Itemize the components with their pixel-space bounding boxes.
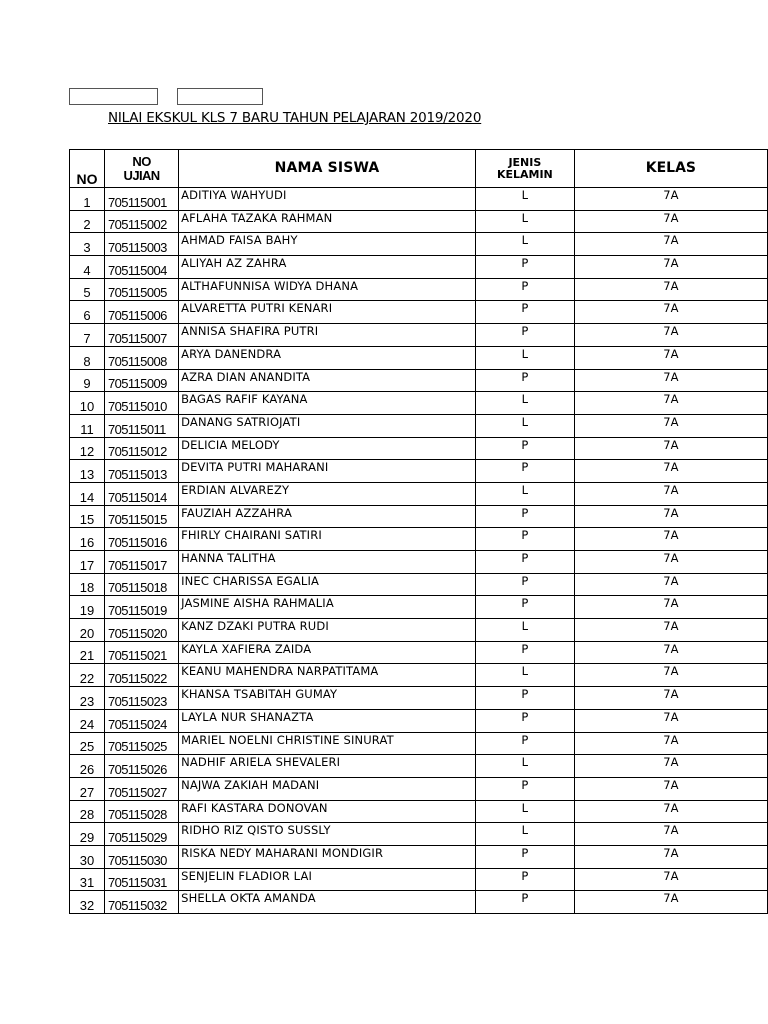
cell-no-ujian: 705115016 bbox=[105, 528, 179, 551]
cell-no-ujian: 705115013 bbox=[105, 460, 179, 483]
cell-no: 28 bbox=[70, 800, 105, 823]
cell-no: 2 bbox=[70, 210, 105, 233]
cell-no-ujian: 705115002 bbox=[105, 210, 179, 233]
cell-kelas: 7A bbox=[574, 188, 767, 211]
cell-no-ujian: 705115011 bbox=[105, 414, 179, 437]
cell-no: 24 bbox=[70, 709, 105, 732]
cell-no: 1 bbox=[70, 188, 105, 211]
cell-jenis-kelamin: P bbox=[475, 301, 574, 324]
cell-jenis-kelamin: P bbox=[475, 709, 574, 732]
cell-no: 6 bbox=[70, 301, 105, 324]
cell-nama-siswa: RAFI KASTARA DONOVAN bbox=[179, 800, 476, 823]
table-row bbox=[70, 346, 768, 369]
cell-no: 3 bbox=[70, 233, 105, 256]
cell-jenis-kelamin: P bbox=[475, 505, 574, 528]
cell-kelas: 7A bbox=[574, 596, 767, 619]
cell-no: 15 bbox=[70, 505, 105, 528]
table-row bbox=[70, 823, 768, 846]
table-row bbox=[70, 233, 768, 256]
cell-no: 21 bbox=[70, 641, 105, 664]
table-row bbox=[70, 641, 768, 664]
cell-jenis-kelamin: L bbox=[475, 800, 574, 823]
table-row bbox=[70, 664, 768, 687]
cell-nama-siswa: AZRA DIAN ANANDITA bbox=[179, 369, 476, 392]
cell-nama-siswa: FAUZIAH AZZAHRA bbox=[179, 505, 476, 528]
cell-nama-siswa: HANNA TALITHA bbox=[179, 551, 476, 574]
cell-jenis-kelamin: P bbox=[475, 687, 574, 710]
cell-jenis-kelamin: L bbox=[475, 188, 574, 211]
cell-jenis-kelamin: P bbox=[475, 528, 574, 551]
cell-nama-siswa: DELICIA MELODY bbox=[179, 437, 476, 460]
table-row bbox=[70, 528, 768, 551]
cell-no-ujian: 705115019 bbox=[105, 596, 179, 619]
table-header-row bbox=[70, 150, 768, 188]
cell-kelas: 7A bbox=[574, 437, 767, 460]
cell-no-ujian: 705115010 bbox=[105, 392, 179, 415]
cell-no-ujian: 705115017 bbox=[105, 551, 179, 574]
cell-nama-siswa: ANNISA SHAFIRA PUTRI bbox=[179, 324, 476, 347]
cell-nama-siswa: KEANU MAHENDRA NARPATITAMA bbox=[179, 664, 476, 687]
cell-no: 7 bbox=[70, 324, 105, 347]
cell-nama-siswa: JASMINE AISHA RAHMALIA bbox=[179, 596, 476, 619]
cell-no-ujian: 705115030 bbox=[105, 845, 179, 868]
cell-kelas: 7A bbox=[574, 278, 767, 301]
cell-no: 4 bbox=[70, 256, 105, 279]
cell-kelas: 7A bbox=[574, 891, 767, 914]
cell-no-ujian: 705115004 bbox=[105, 256, 179, 279]
cell-no-ujian: 705115014 bbox=[105, 482, 179, 505]
table-row bbox=[70, 619, 768, 642]
table-row bbox=[70, 482, 768, 505]
table-row bbox=[70, 709, 768, 732]
cell-no: 32 bbox=[70, 891, 105, 914]
cell-kelas: 7A bbox=[574, 233, 767, 256]
cell-kelas: 7A bbox=[574, 755, 767, 778]
cell-kelas: 7A bbox=[574, 392, 767, 415]
cell-kelas: 7A bbox=[574, 664, 767, 687]
cell-kelas: 7A bbox=[574, 369, 767, 392]
cell-no: 8 bbox=[70, 346, 105, 369]
cell-no: 12 bbox=[70, 437, 105, 460]
cell-nama-siswa: LAYLA NUR SHANAZTA bbox=[179, 709, 476, 732]
cell-kelas: 7A bbox=[574, 573, 767, 596]
header-no: NO bbox=[70, 150, 105, 188]
cell-no-ujian: 705115008 bbox=[105, 346, 179, 369]
cell-kelas: 7A bbox=[574, 460, 767, 483]
header-jenis-line1: JENIS bbox=[508, 155, 542, 169]
table-body bbox=[70, 188, 768, 914]
cell-nama-siswa: ARYA DANENDRA bbox=[179, 346, 476, 369]
cell-nama-siswa: RIDHO RIZ QISTO SUSSLY bbox=[179, 823, 476, 846]
cell-kelas: 7A bbox=[574, 687, 767, 710]
table-row bbox=[70, 210, 768, 233]
cell-nama-siswa: NADHIF ARIELA SHEVALERI bbox=[179, 755, 476, 778]
table-row bbox=[70, 505, 768, 528]
cell-jenis-kelamin: L bbox=[475, 482, 574, 505]
cell-no-ujian: 705115005 bbox=[105, 278, 179, 301]
cell-nama-siswa: ALTHAFUNNISA WIDYA DHANA bbox=[179, 278, 476, 301]
cell-jenis-kelamin: L bbox=[475, 755, 574, 778]
table-row bbox=[70, 188, 768, 211]
header-no-ujian bbox=[105, 150, 179, 188]
table-row bbox=[70, 460, 768, 483]
cell-no: 25 bbox=[70, 732, 105, 755]
table-row bbox=[70, 732, 768, 755]
cell-no: 13 bbox=[70, 460, 105, 483]
cell-no: 23 bbox=[70, 687, 105, 710]
cell-no-ujian: 705115027 bbox=[105, 777, 179, 800]
cell-kelas: 7A bbox=[574, 800, 767, 823]
document-title: NILAI EKSKUL KLS 7 BARU TAHUN PELAJARAN 2019/2020 bbox=[108, 110, 482, 126]
table-row bbox=[70, 414, 768, 437]
table-row bbox=[70, 891, 768, 914]
cell-jenis-kelamin: P bbox=[475, 437, 574, 460]
table-row bbox=[70, 755, 768, 778]
cell-no: 16 bbox=[70, 528, 105, 551]
header-jenis-kelamin bbox=[475, 150, 574, 188]
cell-nama-siswa: ALVARETTA PUTRI KENARI bbox=[179, 301, 476, 324]
cell-kelas: 7A bbox=[574, 619, 767, 642]
cell-nama-siswa: BAGAS RAFIF KAYANA bbox=[179, 392, 476, 415]
table-row bbox=[70, 777, 768, 800]
cell-no: 26 bbox=[70, 755, 105, 778]
cell-kelas: 7A bbox=[574, 482, 767, 505]
cell-no-ujian: 705115032 bbox=[105, 891, 179, 914]
cell-nama-siswa: AFLAHA TAZAKA RAHMAN bbox=[179, 210, 476, 233]
header-no-ujian-line2: UJIAN bbox=[123, 167, 160, 183]
cell-jenis-kelamin: L bbox=[475, 414, 574, 437]
cell-no: 14 bbox=[70, 482, 105, 505]
cell-kelas: 7A bbox=[574, 210, 767, 233]
table-row bbox=[70, 551, 768, 574]
cell-jenis-kelamin: L bbox=[475, 233, 574, 256]
cell-no: 18 bbox=[70, 573, 105, 596]
table-row bbox=[70, 324, 768, 347]
cell-no-ujian: 705115024 bbox=[105, 709, 179, 732]
cell-kelas: 7A bbox=[574, 528, 767, 551]
cell-nama-siswa: ERDIAN ALVAREZY bbox=[179, 482, 476, 505]
cell-nama-siswa: SENJELIN FLADIOR LAI bbox=[179, 868, 476, 891]
cell-kelas: 7A bbox=[574, 505, 767, 528]
cell-no-ujian: 705115023 bbox=[105, 687, 179, 710]
cell-no: 9 bbox=[70, 369, 105, 392]
cell-jenis-kelamin: P bbox=[475, 732, 574, 755]
cell-jenis-kelamin: P bbox=[475, 256, 574, 279]
header-kelas: KELAS bbox=[574, 150, 767, 188]
cell-no: 27 bbox=[70, 777, 105, 800]
table-row bbox=[70, 437, 768, 460]
cell-kelas: 7A bbox=[574, 868, 767, 891]
cell-no-ujian: 705115025 bbox=[105, 732, 179, 755]
cell-jenis-kelamin: P bbox=[475, 460, 574, 483]
cell-no: 19 bbox=[70, 596, 105, 619]
cell-no-ujian: 705115018 bbox=[105, 573, 179, 596]
cell-nama-siswa: NAJWA ZAKIAH MADANI bbox=[179, 777, 476, 800]
cell-no-ujian: 705115015 bbox=[105, 505, 179, 528]
cell-nama-siswa: DEVITA PUTRI MAHARANI bbox=[179, 460, 476, 483]
cell-kelas: 7A bbox=[574, 641, 767, 664]
cell-nama-siswa: AHMAD FAISA BAHY bbox=[179, 233, 476, 256]
cell-no-ujian: 705115012 bbox=[105, 437, 179, 460]
cell-jenis-kelamin: P bbox=[475, 369, 574, 392]
student-table bbox=[69, 149, 768, 914]
cell-kelas: 7A bbox=[574, 414, 767, 437]
cell-jenis-kelamin: P bbox=[475, 641, 574, 664]
cell-kelas: 7A bbox=[574, 777, 767, 800]
cell-jenis-kelamin: L bbox=[475, 664, 574, 687]
cell-no-ujian: 705115001 bbox=[105, 188, 179, 211]
cell-nama-siswa: KAYLA XAFIERA ZAIDA bbox=[179, 641, 476, 664]
cell-kelas: 7A bbox=[574, 301, 767, 324]
table-row bbox=[70, 256, 768, 279]
cell-jenis-kelamin: P bbox=[475, 278, 574, 301]
cell-kelas: 7A bbox=[574, 845, 767, 868]
cell-no-ujian: 705115031 bbox=[105, 868, 179, 891]
cell-no-ujian: 705115021 bbox=[105, 641, 179, 664]
cell-no: 10 bbox=[70, 392, 105, 415]
cell-nama-siswa: SHELLA OKTA AMANDA bbox=[179, 891, 476, 914]
cell-kelas: 7A bbox=[574, 324, 767, 347]
cell-no-ujian: 705115007 bbox=[105, 324, 179, 347]
cell-kelas: 7A bbox=[574, 346, 767, 369]
cell-no: 20 bbox=[70, 619, 105, 642]
table-row bbox=[70, 573, 768, 596]
cell-jenis-kelamin: L bbox=[475, 823, 574, 846]
table-row bbox=[70, 596, 768, 619]
cell-no: 31 bbox=[70, 868, 105, 891]
cell-jenis-kelamin: P bbox=[475, 891, 574, 914]
blank-field-box-1 bbox=[69, 88, 158, 105]
cell-no-ujian: 705115026 bbox=[105, 755, 179, 778]
cell-no: 11 bbox=[70, 414, 105, 437]
table-row bbox=[70, 868, 768, 891]
cell-jenis-kelamin: P bbox=[475, 868, 574, 891]
cell-nama-siswa: FHIRLY CHAIRANI SATIRI bbox=[179, 528, 476, 551]
cell-no-ujian: 705115009 bbox=[105, 369, 179, 392]
cell-nama-siswa: ADITIYA WAHYUDI bbox=[179, 188, 476, 211]
cell-jenis-kelamin: P bbox=[475, 324, 574, 347]
table-row bbox=[70, 278, 768, 301]
cell-kelas: 7A bbox=[574, 732, 767, 755]
cell-no-ujian: 705115020 bbox=[105, 619, 179, 642]
cell-no-ujian: 705115003 bbox=[105, 233, 179, 256]
cell-jenis-kelamin: P bbox=[475, 573, 574, 596]
table-row bbox=[70, 392, 768, 415]
cell-jenis-kelamin: L bbox=[475, 392, 574, 415]
table-row bbox=[70, 369, 768, 392]
cell-kelas: 7A bbox=[574, 709, 767, 732]
cell-jenis-kelamin: L bbox=[475, 346, 574, 369]
cell-no: 17 bbox=[70, 551, 105, 574]
cell-jenis-kelamin: P bbox=[475, 845, 574, 868]
cell-no: 30 bbox=[70, 845, 105, 868]
cell-jenis-kelamin: P bbox=[475, 777, 574, 800]
cell-nama-siswa: MARIEL NOELNI CHRISTINE SINURAT bbox=[179, 732, 476, 755]
cell-no: 29 bbox=[70, 823, 105, 846]
cell-nama-siswa: KANZ DZAKI PUTRA RUDI bbox=[179, 619, 476, 642]
header-jenis-line2: KELAMIN bbox=[496, 167, 553, 181]
cell-no: 5 bbox=[70, 278, 105, 301]
cell-kelas: 7A bbox=[574, 823, 767, 846]
table-row bbox=[70, 301, 768, 324]
table-row bbox=[70, 800, 768, 823]
cell-nama-siswa: DANANG SATRIOJATI bbox=[179, 414, 476, 437]
blank-field-box-2 bbox=[177, 88, 263, 105]
cell-jenis-kelamin: L bbox=[475, 619, 574, 642]
cell-kelas: 7A bbox=[574, 256, 767, 279]
cell-jenis-kelamin: P bbox=[475, 551, 574, 574]
cell-nama-siswa: KHANSA TSABITAH GUMAY bbox=[179, 687, 476, 710]
cell-no-ujian: 705115028 bbox=[105, 800, 179, 823]
header-no-ujian-line1: NO bbox=[132, 153, 151, 169]
cell-jenis-kelamin: P bbox=[475, 596, 574, 619]
cell-no-ujian: 705115006 bbox=[105, 301, 179, 324]
cell-jenis-kelamin: L bbox=[475, 210, 574, 233]
cell-nama-siswa: ALIYAH AZ ZAHRA bbox=[179, 256, 476, 279]
cell-nama-siswa: INEC CHARISSA EGALIA bbox=[179, 573, 476, 596]
table-row bbox=[70, 687, 768, 710]
cell-no-ujian: 705115029 bbox=[105, 823, 179, 846]
header-nama-siswa: NAMA SISWA bbox=[179, 150, 476, 188]
cell-no-ujian: 705115022 bbox=[105, 664, 179, 687]
cell-no: 22 bbox=[70, 664, 105, 687]
cell-kelas: 7A bbox=[574, 551, 767, 574]
cell-nama-siswa: RISKA NEDY MAHARANI MONDIGIR bbox=[179, 845, 476, 868]
table-row bbox=[70, 845, 768, 868]
